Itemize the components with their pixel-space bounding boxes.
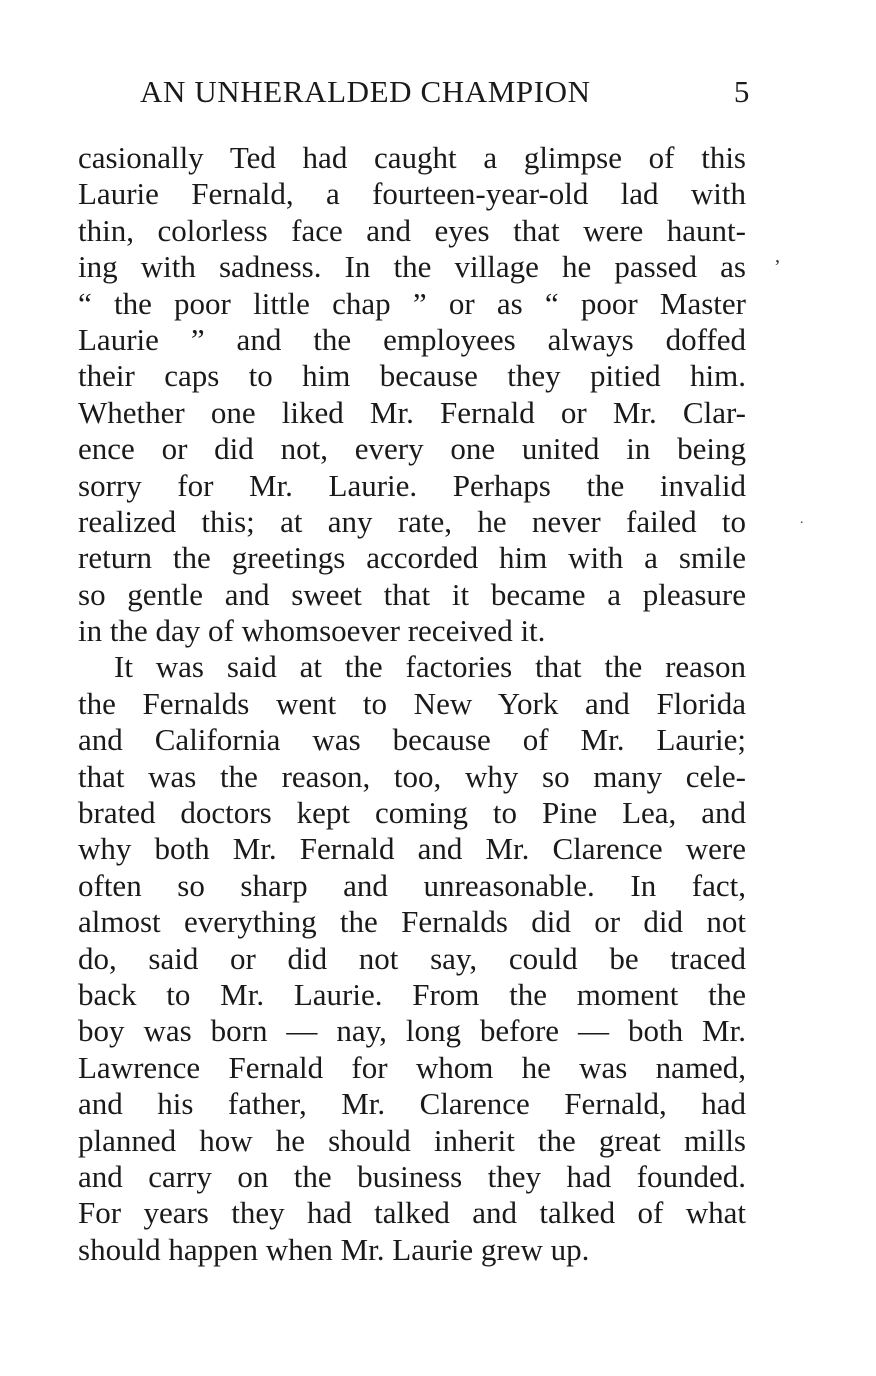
text-line: almost everything the Fernalds did or did not <box>78 904 746 940</box>
text-line: should happen when Mr. Laurie grew up. <box>78 1231 590 1267</box>
text-line: Laurie Fernald, a fourteen-year-old lad with <box>78 176 746 212</box>
text-line: boy was born — nay, long before — both Mr. <box>78 1013 746 1049</box>
text-line: why both Mr. Fernald and Mr. Clarence were <box>78 831 746 867</box>
margin-mark: ’ <box>774 256 781 278</box>
text-line: the Fernalds went to New York and Florida <box>78 685 746 721</box>
text-line: casionally Ted had caught a glimpse of this <box>78 140 746 175</box>
text-line: sorry for Mr. Laurie. Perhaps the invalid <box>78 467 746 503</box>
text-line: do, said or did not say, could be traced <box>78 940 746 976</box>
paragraph <box>78 140 746 649</box>
text-line: that was the reason, too, why so many cele- <box>78 758 746 794</box>
text-line: Whether one liked Mr. Fernald or Mr. Clar- <box>78 394 746 430</box>
text-line: return the greetings accorded him with a smile <box>78 540 746 576</box>
text-line: in the day of whomsoever received it. <box>78 613 546 649</box>
text-line: back to Mr. Laurie. From the moment the <box>78 976 746 1012</box>
text-line: For years they had talked and talked of what <box>78 1195 746 1231</box>
text-line: Laurie ” and the employees always doffed <box>78 321 746 357</box>
text-line: their caps to him because they pitied him. <box>78 358 746 394</box>
margin-mark: . <box>800 512 804 527</box>
text-line: and his father, Mr. Clarence Fernald, had <box>78 1086 746 1122</box>
text-line: ence or did not, every one united in being <box>78 431 746 467</box>
text-line: “ the poor little chap ” or as “ poor Master <box>78 285 746 321</box>
text-line: thin, colorless face and eyes that were haunt- <box>78 212 746 248</box>
text-line: often so sharp and unreasonable. In fact, <box>78 867 746 903</box>
paragraph <box>78 649 746 1268</box>
body-text <box>78 140 746 1268</box>
running-title: AN UNHERALDED CHAMPION <box>140 74 591 109</box>
text-line: realized this; at any rate, he never failed to <box>78 503 746 539</box>
text-line: and carry on the business they had founded. <box>78 1158 746 1194</box>
text-line: brated doctors kept coming to Pine Lea, and <box>78 795 746 831</box>
page-number: 5 <box>733 74 750 109</box>
text-line: planned how he should inherit the great mills <box>78 1122 746 1158</box>
text-line: Lawrence Fernald for whom he was named, <box>78 1049 746 1085</box>
running-head <box>140 74 750 114</box>
text-line: It was said at the factories that the reason <box>114 649 746 685</box>
text-line: ing with sadness. In the village he passed as <box>78 249 746 285</box>
text-line: and California was because of Mr. Laurie; <box>78 722 746 758</box>
text-line: so gentle and sweet that it became a pleasure <box>78 576 746 612</box>
